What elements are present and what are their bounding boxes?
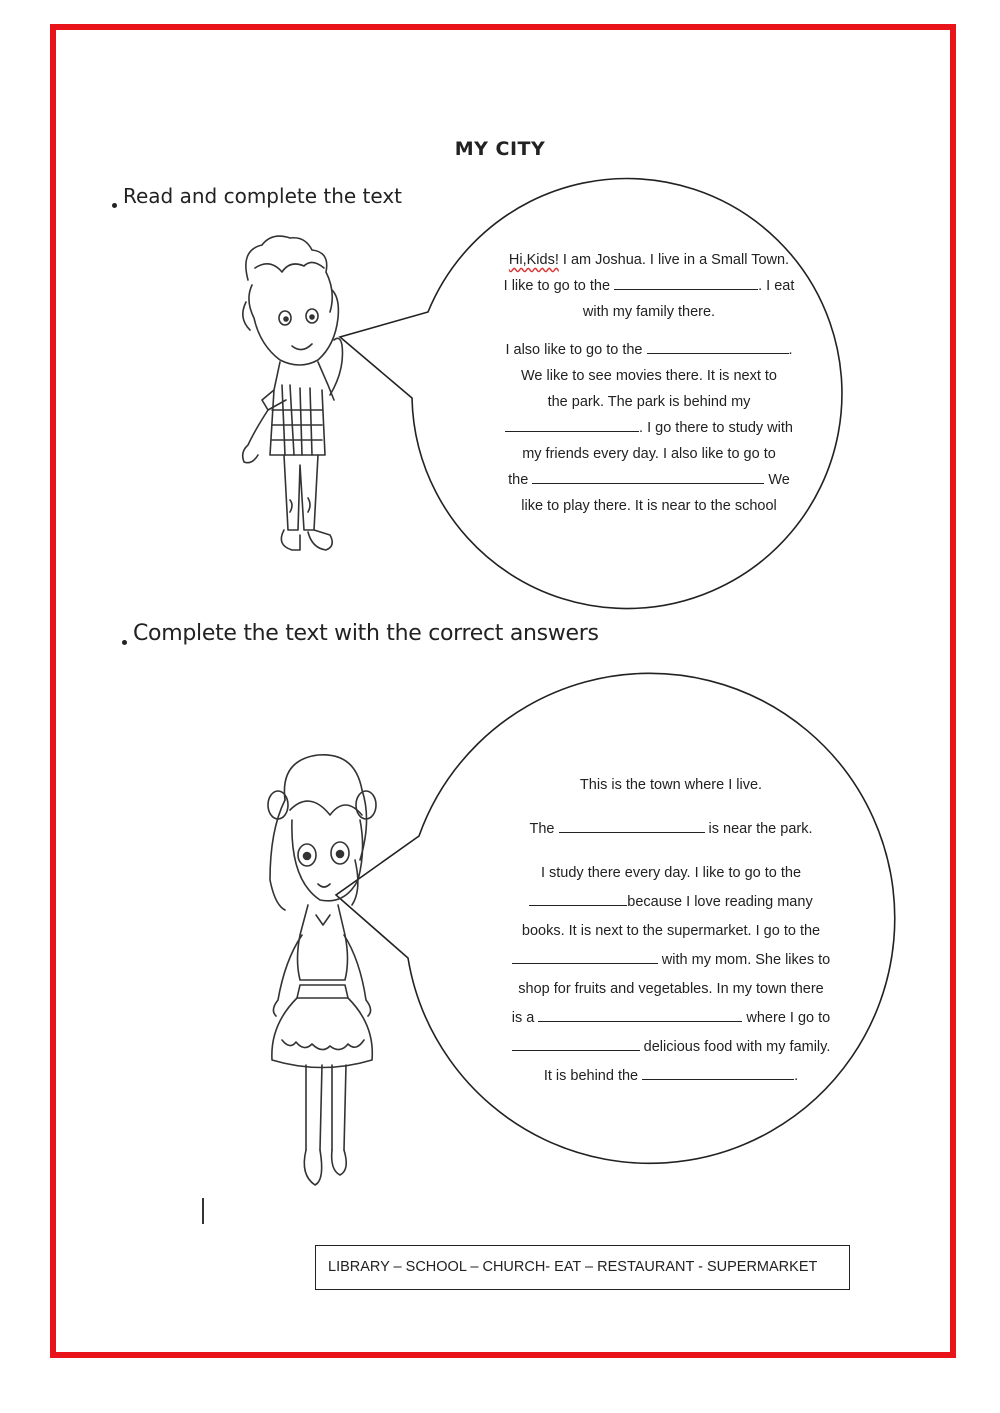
answer-blank[interactable] xyxy=(532,469,764,484)
bubble-2-text: This is the town where I live. The is near the park. I study there every day. I like to go to the because I love reading many books. It is next to the supermarket. I go to the with my mom. She likes to shop for fruits and vegetables. In my town there is a where I go to delicious food with my family. It is behind the . xyxy=(511,777,831,1084)
answer-blank[interactable] xyxy=(614,275,758,290)
answer-blank[interactable] xyxy=(529,891,627,906)
answer-blank[interactable] xyxy=(642,1065,794,1080)
answer-blank[interactable] xyxy=(559,818,705,833)
bubble-1-text: Hi,Kids! I am Joshua. I live in a Small Town. I like to go to the . I eat with my family there. I also like to go to the . We like to see movies there. It is next to the park. The park is behind my . I go there to study with my friends every day. I also like to go to the We like to play there. It is near to the school xyxy=(503,252,795,514)
instruction-read-complete: Read and complete the text xyxy=(112,184,402,208)
text-cursor xyxy=(202,1198,204,1224)
answer-blank[interactable] xyxy=(512,949,658,964)
answer-blank[interactable] xyxy=(512,1036,640,1051)
word-bank xyxy=(315,1245,850,1290)
greeting: Hi,Kids! xyxy=(508,252,559,268)
answer-blank[interactable] xyxy=(647,339,789,354)
answer-blank[interactable] xyxy=(505,417,639,432)
page-title: MY CITY xyxy=(454,138,546,160)
boy-icon xyxy=(243,236,343,550)
girl-icon xyxy=(268,755,376,1185)
word-bank-text: LIBRARY – SCHOOL – CHURCH- EAT – RESTAURANT - SUPERMARKET xyxy=(328,1259,818,1275)
instruction-complete-answers: Complete the text with the correct answers xyxy=(122,621,599,646)
answer-blank[interactable] xyxy=(538,1007,742,1022)
